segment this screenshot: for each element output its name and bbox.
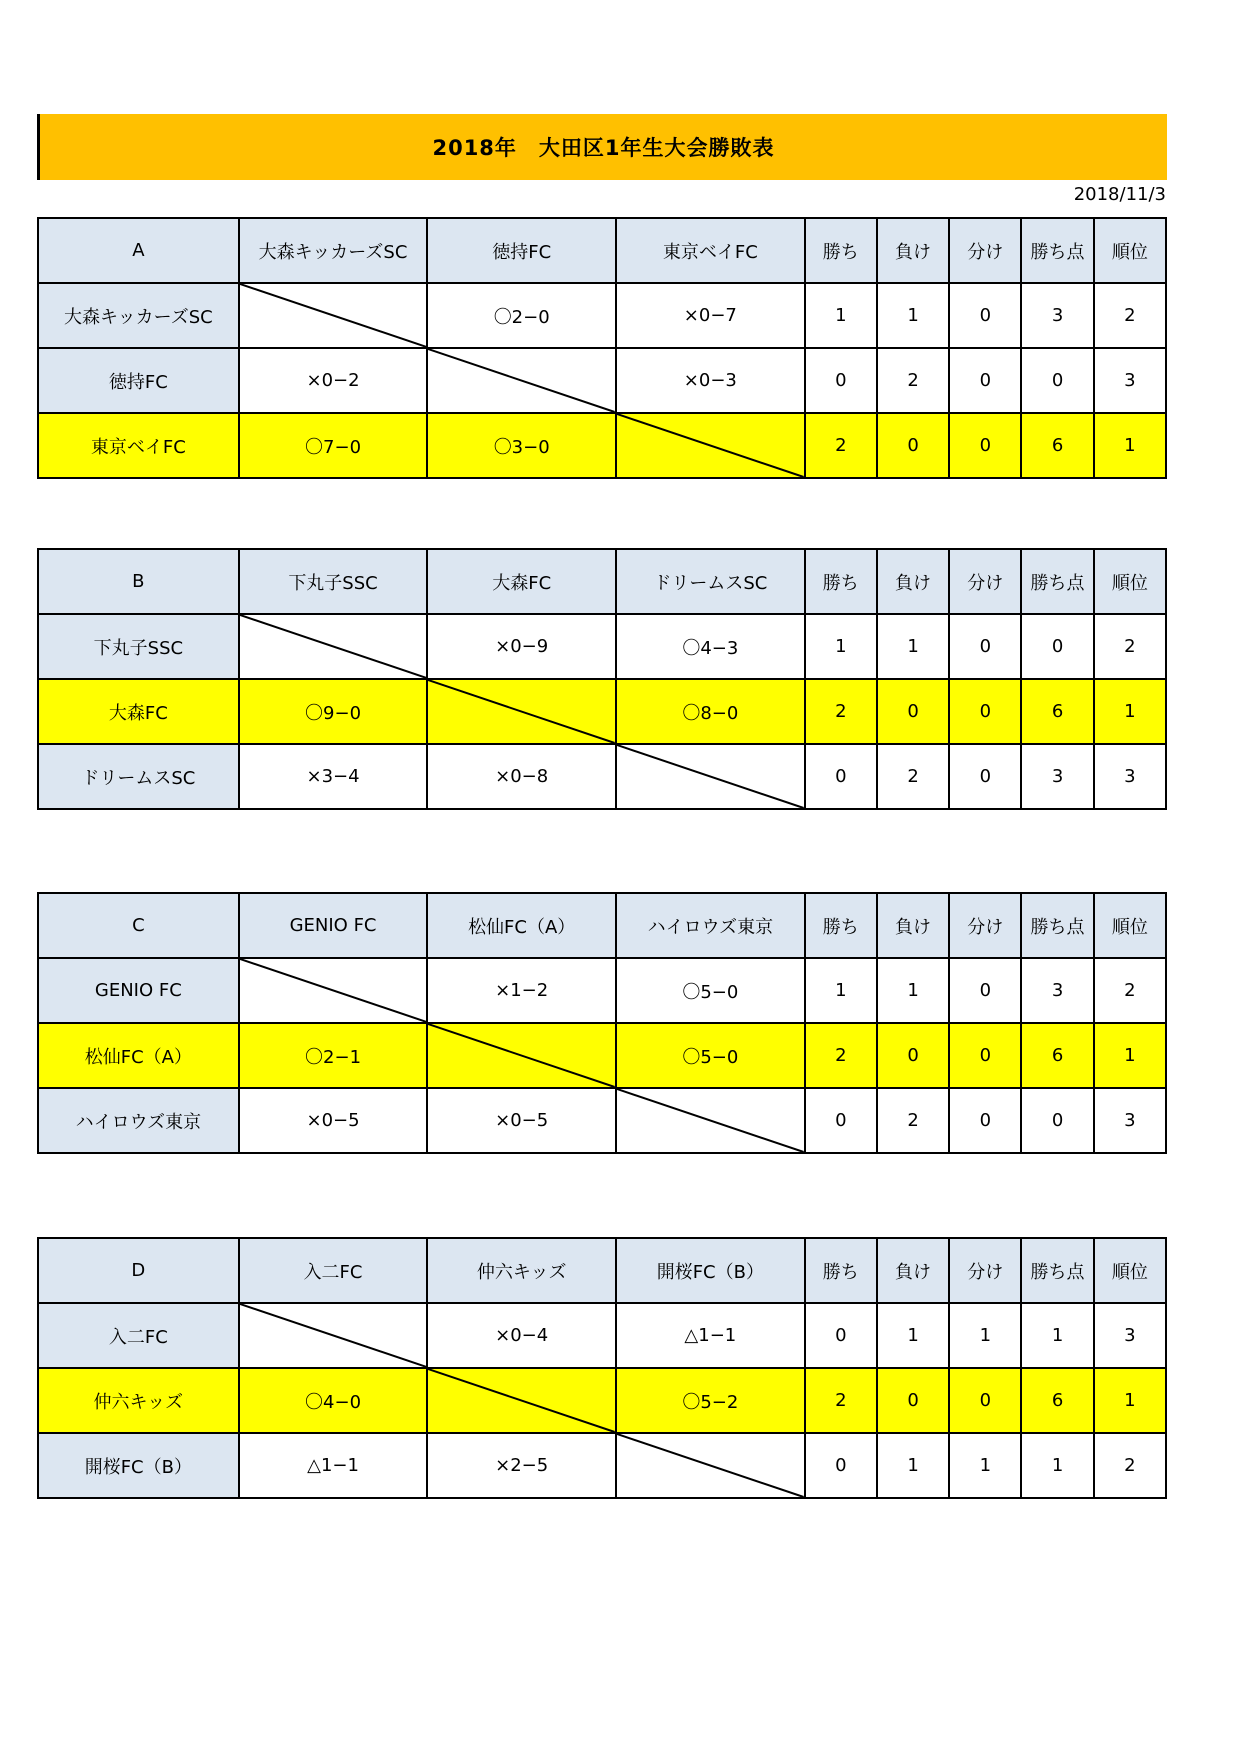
stat-value: 0 xyxy=(949,744,1021,809)
stat-value: 1 xyxy=(877,1303,949,1368)
stat-value: 3 xyxy=(1094,348,1166,413)
match-result: ×0−4 xyxy=(427,1303,616,1368)
stat-value: 1 xyxy=(949,1433,1021,1498)
row-team-name: 大森キッカーズSC xyxy=(38,283,239,348)
diagonal-line xyxy=(428,349,615,412)
stat-value: 2 xyxy=(805,413,877,478)
stat-value: 3 xyxy=(1021,958,1093,1023)
match-result: 〇5−2 xyxy=(616,1368,805,1433)
stat-value: 2 xyxy=(1094,614,1166,679)
team-row xyxy=(38,614,1166,679)
row-team-name: 東京ベイFC xyxy=(38,413,239,478)
row-team-name: 下丸子SSC xyxy=(38,614,239,679)
stat-value: 2 xyxy=(805,679,877,744)
match-result: △1−1 xyxy=(239,1433,428,1498)
match-result: 〇5−0 xyxy=(616,1023,805,1088)
stat-header: 勝ち xyxy=(805,893,877,958)
row-team-name: 徳持FC xyxy=(38,348,239,413)
stat-value: 1 xyxy=(805,614,877,679)
diagonal-cell xyxy=(616,744,805,809)
team-row xyxy=(38,958,1166,1023)
diagonal-cell xyxy=(239,283,428,348)
column-team-header: 徳持FC xyxy=(427,218,616,283)
stat-value: 0 xyxy=(949,1088,1021,1153)
diagonal-line xyxy=(617,745,804,808)
diagonal-line xyxy=(617,1089,804,1152)
header-row xyxy=(38,1238,1166,1303)
team-row xyxy=(38,1303,1166,1368)
stat-value: 0 xyxy=(877,679,949,744)
row-team-name: 大森FC xyxy=(38,679,239,744)
stat-value: 0 xyxy=(877,1368,949,1433)
row-team-name: 入二FC xyxy=(38,1303,239,1368)
stat-value: 6 xyxy=(1021,1023,1093,1088)
group-table-c xyxy=(37,892,1167,1154)
group-table-d xyxy=(37,1237,1167,1499)
group-name: C xyxy=(38,893,239,958)
stat-value: 0 xyxy=(949,283,1021,348)
stat-header: 勝ち点 xyxy=(1021,1238,1093,1303)
match-result: 〇5−0 xyxy=(616,958,805,1023)
stat-value: 0 xyxy=(949,1023,1021,1088)
team-row xyxy=(38,1088,1166,1153)
stat-value: 1 xyxy=(877,614,949,679)
stat-value: 0 xyxy=(877,413,949,478)
diagonal-line xyxy=(240,615,427,678)
stat-value: 2 xyxy=(877,744,949,809)
stat-value: 6 xyxy=(1021,1368,1093,1433)
row-team-name: GENIO FC xyxy=(38,958,239,1023)
match-result: 〇4−3 xyxy=(616,614,805,679)
column-team-header: 松仙FC（A） xyxy=(427,893,616,958)
column-team-header: 東京ベイFC xyxy=(616,218,805,283)
diagonal-line xyxy=(428,1024,615,1087)
match-result: ×0−5 xyxy=(239,1088,428,1153)
diagonal-cell xyxy=(427,679,616,744)
match-result: 〇9−0 xyxy=(239,679,428,744)
stat-value: 0 xyxy=(877,1023,949,1088)
diagonal-line xyxy=(428,680,615,743)
diagonal-line xyxy=(617,414,804,477)
group-table-a xyxy=(37,217,1167,479)
stat-value: 3 xyxy=(1094,744,1166,809)
match-result: ×0−8 xyxy=(427,744,616,809)
row-team-name: 仲六キッズ xyxy=(38,1368,239,1433)
stat-value: 1 xyxy=(949,1303,1021,1368)
stat-value: 0 xyxy=(805,1088,877,1153)
header-row xyxy=(38,893,1166,958)
stat-value: 1 xyxy=(1094,1023,1166,1088)
stat-value: 2 xyxy=(1094,1433,1166,1498)
header-row xyxy=(38,218,1166,283)
stat-header: 順位 xyxy=(1094,1238,1166,1303)
stat-value: 1 xyxy=(805,958,877,1023)
stat-value: 0 xyxy=(949,348,1021,413)
diagonal-cell xyxy=(427,1368,616,1433)
diagonal-line xyxy=(240,284,427,347)
diagonal-cell xyxy=(239,1303,428,1368)
team-row xyxy=(38,413,1166,478)
stat-value: 2 xyxy=(805,1368,877,1433)
stat-header: 分け xyxy=(949,1238,1021,1303)
diagonal-cell xyxy=(239,958,428,1023)
stat-header: 分け xyxy=(949,549,1021,614)
match-result: 〇3−0 xyxy=(427,413,616,478)
stat-value: 1 xyxy=(1021,1303,1093,1368)
row-team-name: ハイロウズ東京 xyxy=(38,1088,239,1153)
match-result: ×0−7 xyxy=(616,283,805,348)
column-team-header: ドリームスSC xyxy=(616,549,805,614)
group-name: D xyxy=(38,1238,239,1303)
stat-value: 0 xyxy=(1021,614,1093,679)
stat-header: 分け xyxy=(949,893,1021,958)
group-table-b xyxy=(37,548,1167,810)
team-row xyxy=(38,348,1166,413)
stat-value: 0 xyxy=(805,348,877,413)
match-result: 〇8−0 xyxy=(616,679,805,744)
stat-value: 6 xyxy=(1021,679,1093,744)
diagonal-line xyxy=(617,1434,804,1497)
page-title: 2018年 大田区1年生大会勝敗表 xyxy=(432,136,775,160)
stat-header: 負け xyxy=(877,1238,949,1303)
stat-value: 3 xyxy=(1094,1303,1166,1368)
stat-header: 分け xyxy=(949,218,1021,283)
stat-value: 1 xyxy=(1094,1368,1166,1433)
stat-value: 0 xyxy=(949,413,1021,478)
diagonal-cell xyxy=(427,348,616,413)
column-team-header: GENIO FC xyxy=(239,893,428,958)
stat-value: 0 xyxy=(1021,348,1093,413)
stat-value: 1 xyxy=(877,958,949,1023)
header-row xyxy=(38,549,1166,614)
stat-header: 負け xyxy=(877,218,949,283)
team-row xyxy=(38,283,1166,348)
diagonal-cell xyxy=(616,1088,805,1153)
stat-header: 順位 xyxy=(1094,549,1166,614)
stat-value: 2 xyxy=(805,1023,877,1088)
stat-value: 0 xyxy=(805,744,877,809)
match-result: 〇4−0 xyxy=(239,1368,428,1433)
row-team-name: 松仙FC（A） xyxy=(38,1023,239,1088)
stat-value: 0 xyxy=(805,1433,877,1498)
diagonal-line xyxy=(240,959,427,1022)
match-result: ×0−9 xyxy=(427,614,616,679)
column-team-header: 大森FC xyxy=(427,549,616,614)
title-bar xyxy=(37,114,1167,180)
match-result: ×1−2 xyxy=(427,958,616,1023)
group-name: B xyxy=(38,549,239,614)
match-result: ×0−5 xyxy=(427,1088,616,1153)
diagonal-cell xyxy=(427,1023,616,1088)
stat-header: 順位 xyxy=(1094,218,1166,283)
stat-header: 順位 xyxy=(1094,893,1166,958)
stat-value: 0 xyxy=(949,679,1021,744)
column-team-header: 大森キッカーズSC xyxy=(239,218,428,283)
stat-value: 1 xyxy=(1094,679,1166,744)
diagonal-cell xyxy=(239,614,428,679)
stat-header: 勝ち点 xyxy=(1021,893,1093,958)
column-team-header: 入二FC xyxy=(239,1238,428,1303)
stat-value: 0 xyxy=(1021,1088,1093,1153)
match-result: ×3−4 xyxy=(239,744,428,809)
stat-value: 0 xyxy=(949,614,1021,679)
diagonal-line xyxy=(240,1304,427,1367)
stat-header: 勝ち xyxy=(805,1238,877,1303)
diagonal-cell xyxy=(616,413,805,478)
stat-value: 0 xyxy=(805,1303,877,1368)
row-team-name: ドリームスSC xyxy=(38,744,239,809)
match-result: ×2−5 xyxy=(427,1433,616,1498)
team-row xyxy=(38,1433,1166,1498)
stat-value: 1 xyxy=(877,283,949,348)
stat-value: 1 xyxy=(877,1433,949,1498)
column-team-header: 開桜FC（B） xyxy=(616,1238,805,1303)
stat-value: 0 xyxy=(949,1368,1021,1433)
column-team-header: ハイロウズ東京 xyxy=(616,893,805,958)
team-row xyxy=(38,1368,1166,1433)
stat-header: 勝ち点 xyxy=(1021,549,1093,614)
diagonal-cell xyxy=(616,1433,805,1498)
row-team-name: 開桜FC（B） xyxy=(38,1433,239,1498)
stat-value: 0 xyxy=(949,958,1021,1023)
stat-header: 負け xyxy=(877,549,949,614)
date-label: 2018/11/3 xyxy=(1073,184,1166,205)
stat-value: 2 xyxy=(1094,958,1166,1023)
stat-value: 3 xyxy=(1021,744,1093,809)
match-result: ×0−2 xyxy=(239,348,428,413)
stat-value: 1 xyxy=(805,283,877,348)
team-row xyxy=(38,679,1166,744)
team-row xyxy=(38,744,1166,809)
stat-value: 6 xyxy=(1021,413,1093,478)
stat-value: 1 xyxy=(1021,1433,1093,1498)
match-result: 〇7−0 xyxy=(239,413,428,478)
stat-header: 勝ち xyxy=(805,218,877,283)
match-result: 〇2−1 xyxy=(239,1023,428,1088)
match-result: △1−1 xyxy=(616,1303,805,1368)
group-name: A xyxy=(38,218,239,283)
match-result: 〇2−0 xyxy=(427,283,616,348)
stat-value: 1 xyxy=(1094,413,1166,478)
diagonal-line xyxy=(428,1369,615,1432)
column-team-header: 仲六キッズ xyxy=(427,1238,616,1303)
stat-value: 2 xyxy=(1094,283,1166,348)
stat-value: 2 xyxy=(877,1088,949,1153)
stat-value: 3 xyxy=(1021,283,1093,348)
stat-value: 3 xyxy=(1094,1088,1166,1153)
stat-header: 勝ち xyxy=(805,549,877,614)
stat-value: 2 xyxy=(877,348,949,413)
column-team-header: 下丸子SSC xyxy=(239,549,428,614)
match-result: ×0−3 xyxy=(616,348,805,413)
team-row xyxy=(38,1023,1166,1088)
stat-header: 勝ち点 xyxy=(1021,218,1093,283)
stat-header: 負け xyxy=(877,893,949,958)
